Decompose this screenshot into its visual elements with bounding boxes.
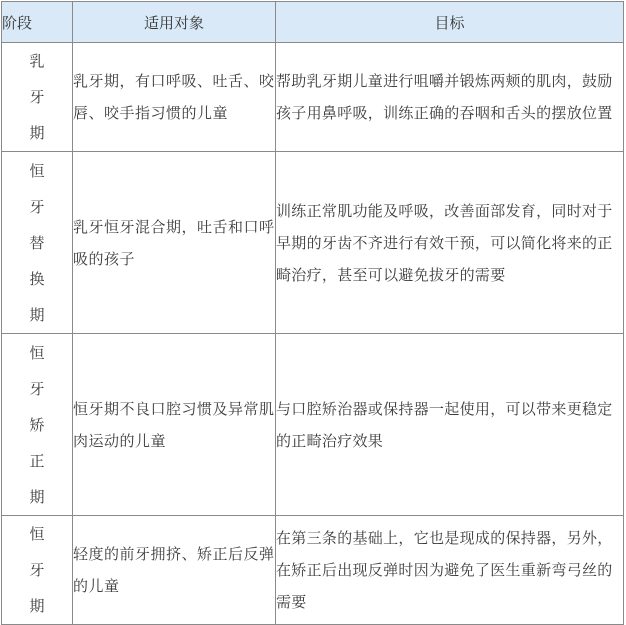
stage-char: 矫 <box>29 415 45 434</box>
stage-char: 恒 <box>29 525 45 543</box>
target-cell: 恒牙期不良口腔习惯及异常肌肉运动的儿童 <box>73 334 276 516</box>
header-target: 适用对象 <box>73 2 276 43</box>
goal-cell: 训练正常肌功能及呼吸，改善面部发育，同时对于早期的牙齿不齐进行有效干预，可以简化将来的正畸治疗，甚至可以避免拔牙的需要 <box>276 152 624 334</box>
table-row <box>2 334 624 516</box>
stage-char: 牙 <box>29 561 45 579</box>
goal-cell: 在第三条的基础上，它也是现成的保持器，另外，在矫正后出现反弹时因为避免了医生重新弯弓丝的需要 <box>276 516 624 625</box>
stage-char: 恒 <box>29 343 45 362</box>
table-row <box>2 43 624 152</box>
stage-char: 期 <box>29 124 45 142</box>
target-cell: 轻度的前牙拥挤、矫正后反弹的儿童 <box>73 516 276 625</box>
target-cell: 乳牙期，有口呼吸、吐舌、咬唇、咬手指习惯的儿童 <box>73 43 276 152</box>
header-stage: 阶段 <box>2 2 73 43</box>
stage-char: 牙 <box>29 88 45 106</box>
stage-char: 替 <box>29 233 45 252</box>
goal-cell: 与口腔矫治器或保持器一起使用，可以带来更稳定的正畸治疗效果 <box>276 334 624 516</box>
stage-char: 期 <box>29 597 45 615</box>
stage-table <box>1 1 624 625</box>
table-row <box>2 516 624 625</box>
stage-char: 牙 <box>29 379 45 398</box>
stage-char: 乳 <box>29 52 45 70</box>
stage-cell <box>2 43 73 152</box>
stage-char: 期 <box>29 305 45 324</box>
target-cell: 乳牙恒牙混合期，吐舌和口呼吸的孩子 <box>73 152 276 334</box>
stage-cell <box>2 152 73 334</box>
stage-char: 换 <box>29 269 45 288</box>
stage-char: 正 <box>29 451 45 470</box>
stage-char: 期 <box>29 487 45 506</box>
header-row <box>2 2 624 43</box>
stage-cell <box>2 334 73 516</box>
goal-cell: 帮助乳牙期儿童进行咀嚼并锻炼两颊的肌肉，鼓励孩子用鼻呼吸，训练正确的吞咽和舌头的摆放位置 <box>276 43 624 152</box>
header-goal: 目标 <box>276 2 624 43</box>
stage-char: 牙 <box>29 197 45 216</box>
table-row <box>2 152 624 334</box>
stage-char: 恒 <box>29 161 45 180</box>
stage-cell <box>2 516 73 625</box>
